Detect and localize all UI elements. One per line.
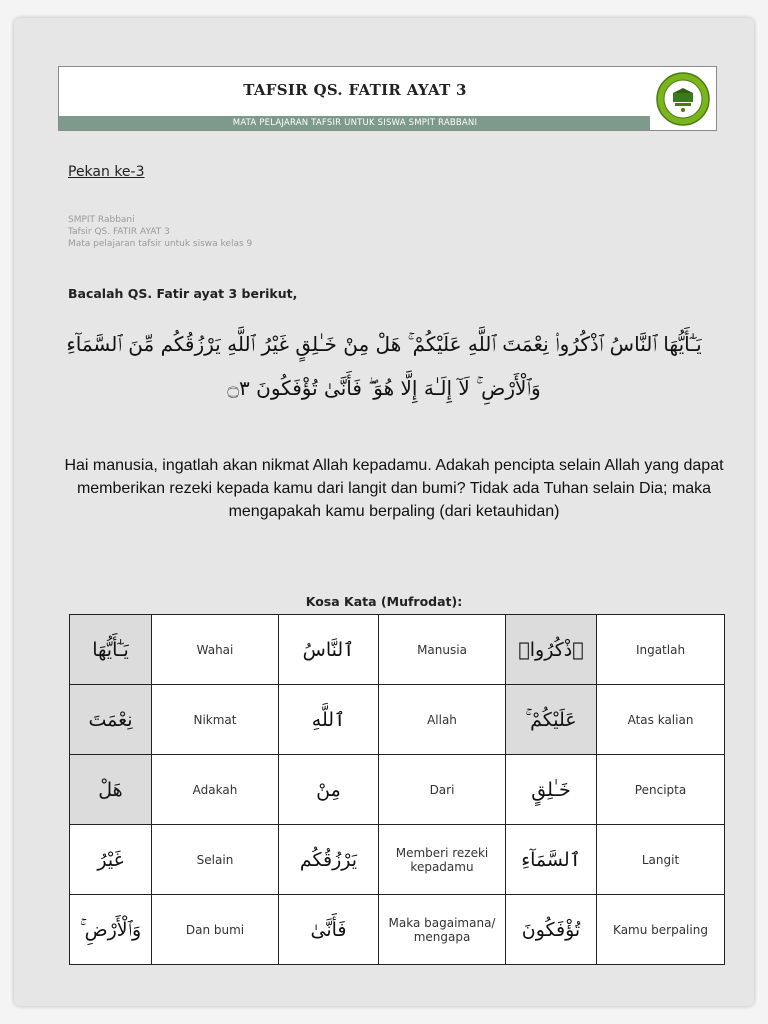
meta-topic: Tafsir QS. FATIR AYAT 3 — [68, 227, 170, 237]
vocab-arabic-cell: وَٱلْأَرْضِ ۚ — [70, 895, 152, 965]
vocab-arabic-cell: ٱلنَّاسُ — [279, 615, 379, 685]
vocab-arabic-cell: يَرْزُقُكُم — [279, 825, 379, 895]
vocab-meaning-cell: Allah — [379, 685, 506, 755]
vocab-arabic-cell: ٱللَّهِ — [279, 685, 379, 755]
table-row — [70, 755, 725, 825]
vocab-meaning-cell: Maka bagaimana/ mengapa — [379, 895, 506, 965]
table-row — [70, 825, 725, 895]
vocab-arabic-cell: مِنْ — [279, 755, 379, 825]
vocab-meaning-cell: Langit — [597, 825, 725, 895]
vocab-meaning-cell: Dari — [379, 755, 506, 825]
page-title: TAFSIR QS. FATIR AYAT 3 — [243, 81, 467, 99]
vocab-meaning-cell: Dan bumi — [152, 895, 279, 965]
vocab-arabic-cell: تُؤْفَكُونَ — [506, 895, 597, 965]
document-page — [14, 18, 754, 1006]
table-row — [70, 685, 725, 755]
vocab-arabic-cell: نِعْمَتَ — [70, 685, 152, 755]
vocab-meaning-cell: Adakah — [152, 755, 279, 825]
vocab-arabic-cell: ٱلسَّمَآءِ — [506, 825, 597, 895]
vocab-table — [69, 614, 725, 965]
vocab-arabic-cell: خَـٰلِقٍ — [506, 755, 597, 825]
vocab-meaning-cell: Ingatlah — [597, 615, 725, 685]
quran-verse: يَـٰٓأَيُّهَا ٱلنَّاسُ ٱذْكُرُوا۟ نِعْمَتَ ٱللَّهِ عَلَيْكُمْ ۚ هَلْ مِنْ خَـٰلِقٍ غَيْرُ ٱللَّهِ يَرْزُقُكُم مِّنَ ٱلسَّمَآءِ وَٱلْأَرْضِ ۚ لَآ إِلَـٰهَ إِلَّا هُوَ ۖ فَأَنَّىٰ تُؤْفَكُونَ ۝٣ — [66, 332, 702, 400]
meta-school: SMPIT Rabbani — [68, 215, 135, 225]
vocab-arabic-cell: فَأَنَّىٰ — [279, 895, 379, 965]
vocab-arabic-cell: هَلْ — [70, 755, 152, 825]
vocab-arabic-cell: عَلَيْكُمْ ۚ — [506, 685, 597, 755]
vocab-arabic-cell: ٱذْكُرُوا۟ — [506, 615, 597, 685]
meta-subject: Mata pelajaran tafsir untuk siswa kelas 9 — [68, 239, 253, 249]
vocab-meaning-cell: Selain — [152, 825, 279, 895]
table-row — [70, 895, 725, 965]
table-row — [70, 615, 725, 685]
vocab-meaning-cell: Wahai — [152, 615, 279, 685]
vocab-meaning-cell: Nikmat — [152, 685, 279, 755]
school-emblem-icon — [655, 71, 711, 127]
vocab-meaning-cell: Manusia — [379, 615, 506, 685]
document-meta — [68, 214, 252, 250]
vocab-title: Kosa Kata (Mufrodat): — [305, 594, 463, 609]
header-box — [58, 66, 652, 131]
header-subtitle: MATA PELAJARAN TAFSIR UNTUK SISWA SMPIT RABBANI — [59, 116, 651, 130]
instruction-text: Bacalah QS. Fatir ayat 3 berikut, — [68, 286, 298, 301]
vocab-arabic-cell: غَيْرُ — [70, 825, 152, 895]
logo-box — [650, 66, 717, 131]
vocab-meaning-cell: Pencipta — [597, 755, 725, 825]
vocab-meaning-cell: Kamu berpaling — [597, 895, 725, 965]
week-heading: Pekan ke-3 — [68, 164, 145, 180]
verse-translation: Hai manusia, ingatlah akan nikmat Allah kepadamu. Adakah pencipta selain Allah yang dapat memberikan rezeki kepada kamu dari langit dan bumi? Tidak ada Tuhan selain Dia; maka mengapakah kamu berpaling (dari ketauhidan) — [64, 457, 724, 520]
vocab-arabic-cell: يَـٰٓأَيُّهَا — [70, 615, 152, 685]
vocab-meaning-cell: Memberi rezeki kepadamu — [379, 825, 506, 895]
vocab-meaning-cell: Atas kalian — [597, 685, 725, 755]
